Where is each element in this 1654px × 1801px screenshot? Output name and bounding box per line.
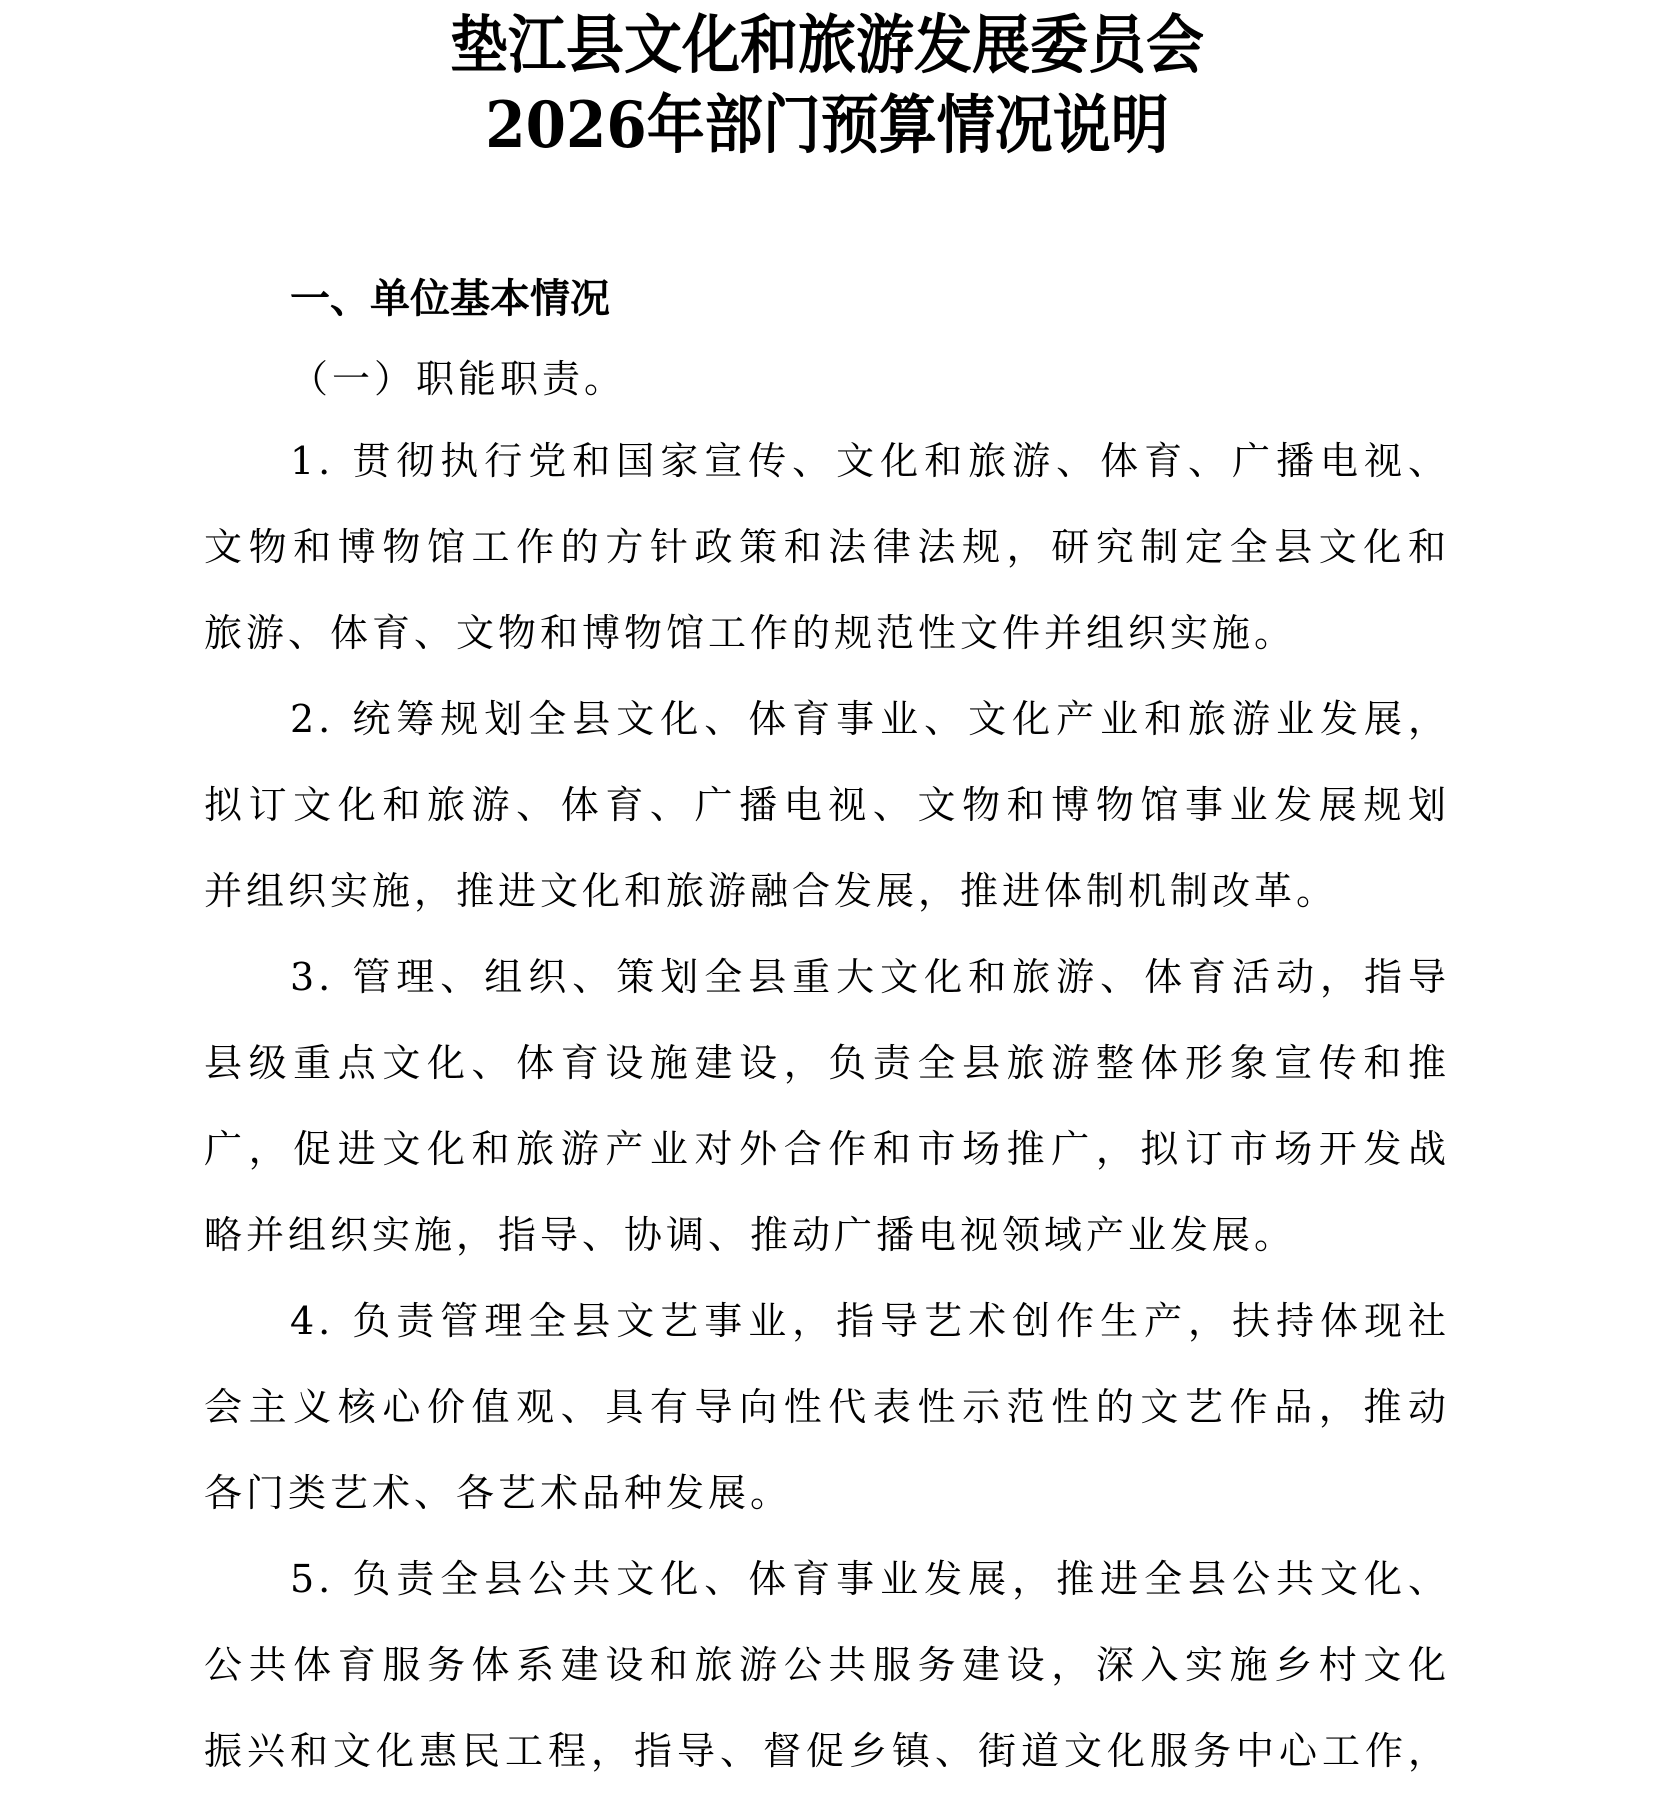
paragraph-line: 略并组织实施，指导、协调、推动广播电视领域产业发展。 (204, 1213, 1297, 1257)
subsection-heading: （一）职能职责。 (290, 357, 627, 401)
paragraph-line: 会主义核心价值观、具有导向性代表性示范性的文艺作品，推动 (204, 1385, 1450, 1429)
paragraph-line: 文物和博物馆工作的方针政策和法律法规，研究制定全县文化和 (204, 525, 1450, 569)
paragraph-line: 拟订文化和旅游、体育、广播电视、文物和博物馆事业发展规划 (204, 783, 1450, 827)
paragraph-line: 公共体育服务体系建设和旅游公共服务建设，深入实施乡村文化 (204, 1643, 1450, 1687)
paragraph-line: 3. 管理、组织、策划全县重大文化和旅游、体育活动，指导 (290, 955, 1450, 999)
paragraph-line: 1. 贯彻执行党和国家宣传、文化和旅游、体育、广播电视、 (290, 439, 1450, 483)
paragraph-line: 并组织实施，推进文化和旅游融合发展，推进体制机制改革。 (204, 869, 1339, 913)
paragraph-line: 振兴和文化惠民工程，指导、督促乡镇、街道文化服务中心工作， (204, 1729, 1450, 1773)
section-heading: 一、单位基本情况 (290, 275, 610, 322)
document-title-line-2: 2026年部门预算情况说明 (485, 87, 1169, 163)
paragraph-line: 县级重点文化、体育设施建设，负责全县旅游整体形象宣传和推 (204, 1041, 1450, 1085)
document-title-line-1: 垫江县文化和旅游发展委员会 (449, 7, 1204, 83)
paragraph-line: 广，促进文化和旅游产业对外合作和市场推广，拟订市场开发战 (204, 1127, 1450, 1171)
paragraph-line: 2. 统筹规划全县文化、体育事业、文化产业和旅游业发展， (290, 697, 1450, 741)
paragraph-line: 5. 负责全县公共文化、体育事业发展，推进全县公共文化、 (290, 1557, 1450, 1601)
paragraph-line: 各门类艺术、各艺术品种发展。 (204, 1471, 793, 1515)
paragraph-line: 4. 负责管理全县文艺事业，指导艺术创作生产，扶持体现社 (290, 1299, 1450, 1343)
paragraph-line: 旅游、体育、文物和博物馆工作的规范性文件并组织实施。 (204, 611, 1297, 655)
